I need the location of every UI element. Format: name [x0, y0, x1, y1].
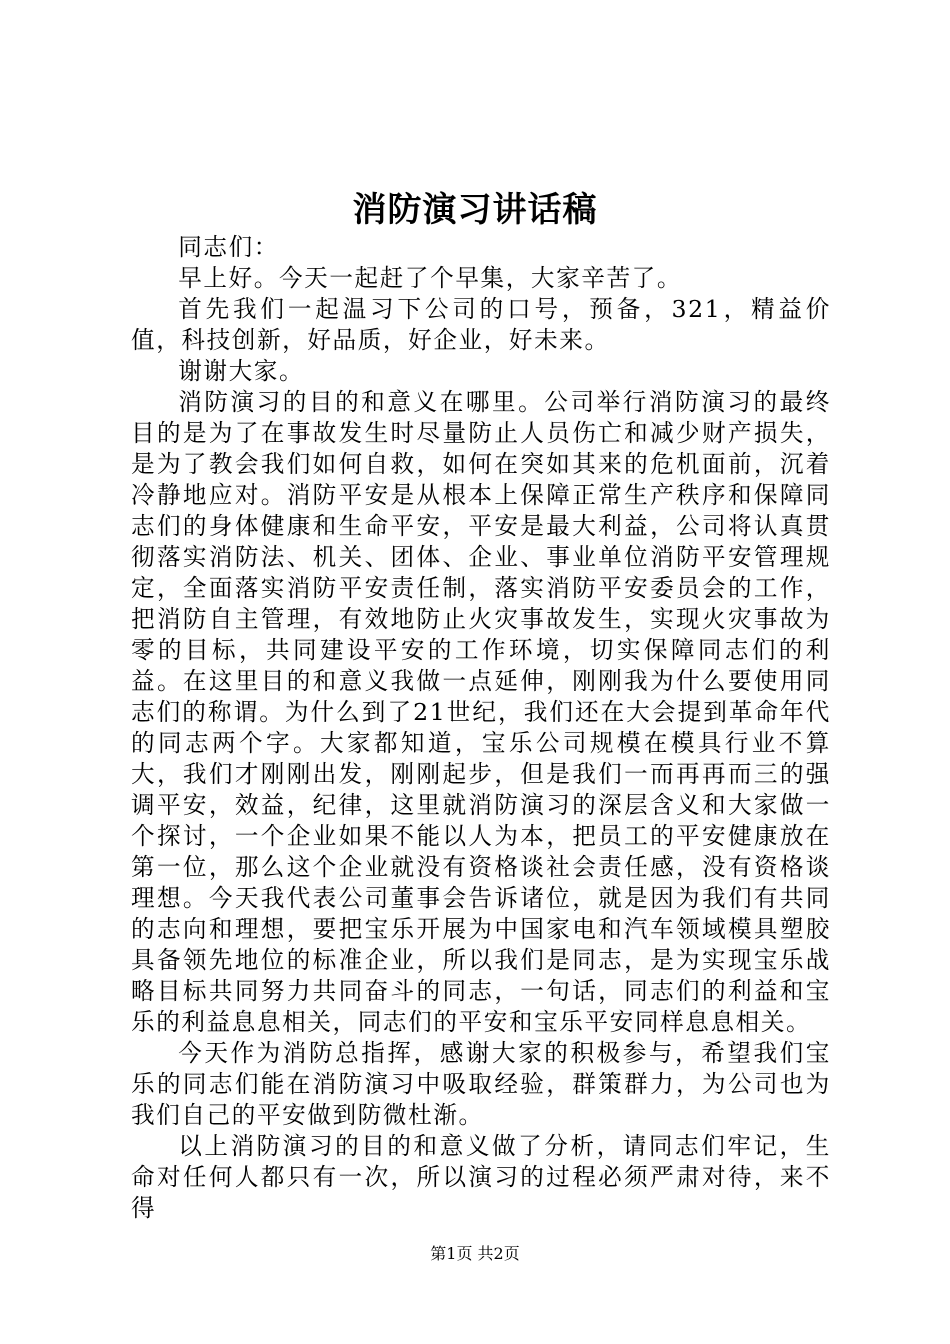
paragraph-good-morning: 早上好。今天一起赶了个早集，大家辛苦了。 [178, 264, 683, 292]
paragraph-greeting: 同志们： [178, 233, 279, 261]
document-title: 消防演习讲话稿 [352, 190, 598, 230]
paragraph-thanks: 谢谢大家。 [178, 357, 305, 385]
document-body [131, 232, 831, 1224]
paragraph-commander: 今天作为消防总指挥，感谢大家的积极参与，希望我们宝乐的同志们能在消防演习中吸取经验，群策群力，为公司也为我们自己的平安做到防微杜渐。 [131, 1039, 831, 1129]
paragraph-purpose: 消防演习的目的和意义在哪里。公司举行消防演习的最终目的是为了在事故发生时尽量防止人员伤亡和减少财产损失，是为了教会我们如何自救，如何在突如其来的危机面前，沉着冷静地应对。消防平安是从根本上保障正常生产秩序和保障同志们的身体健康和生命平安，平安是最大利益，公司将认真贯彻落实消防法、机关、团体、企业、事业单位消防平安管理规定，全面落实消防平安责任制，落实消防平安委员会的工作，把消防自主管理，有效地防止火灾事故发生，实现火灾事故为零的目标，共同建设平安的工作环境，切实保障同志们的利益。在这里目的和意义我做一点延伸，刚刚我为什么要使用同志们的称谓。为什么到了21世纪，我们还在大会提到革命年代的同志两个字。大家都知道，宝乐公司规模在模具行业不算大，我们才刚刚出发，刚刚起步，但是我们一而再再而三的强调平安，效益，纪律，这里就消防演习的深层含义和大家做一个探讨，一个企业如果不能以人为本，把员工的平安健康放在第一位，那么这个企业就没有资格谈社会责任感，没有资格谈理想。今天我代表公司董事会告诉诸位，就是因为我们有共同的志向和理想，要把宝乐开展为中国家电和汽车领域模具塑胶具备领先地位的标准企业，所以我们是同志，是为实现宝乐战略目标共同努力共同奋斗的同志，一句话，同志们的利益和宝乐的利益息息相关，同志们的平安和宝乐平安同样息息相关。 [131, 388, 831, 1036]
paragraph-summary: 以上消防演习的目的和意义做了分析，请同志们牢记，生命对任何人都只有一次，所以演习的过程必须严肃对待，来不得 [131, 1132, 831, 1222]
page-footer: 第1页 共2页 [430, 1244, 520, 1263]
paragraph-slogan: 首先我们一起温习下公司的口号，预备，321，精益价值，科技创新，好品质，好企业，好未来。 [131, 295, 831, 354]
